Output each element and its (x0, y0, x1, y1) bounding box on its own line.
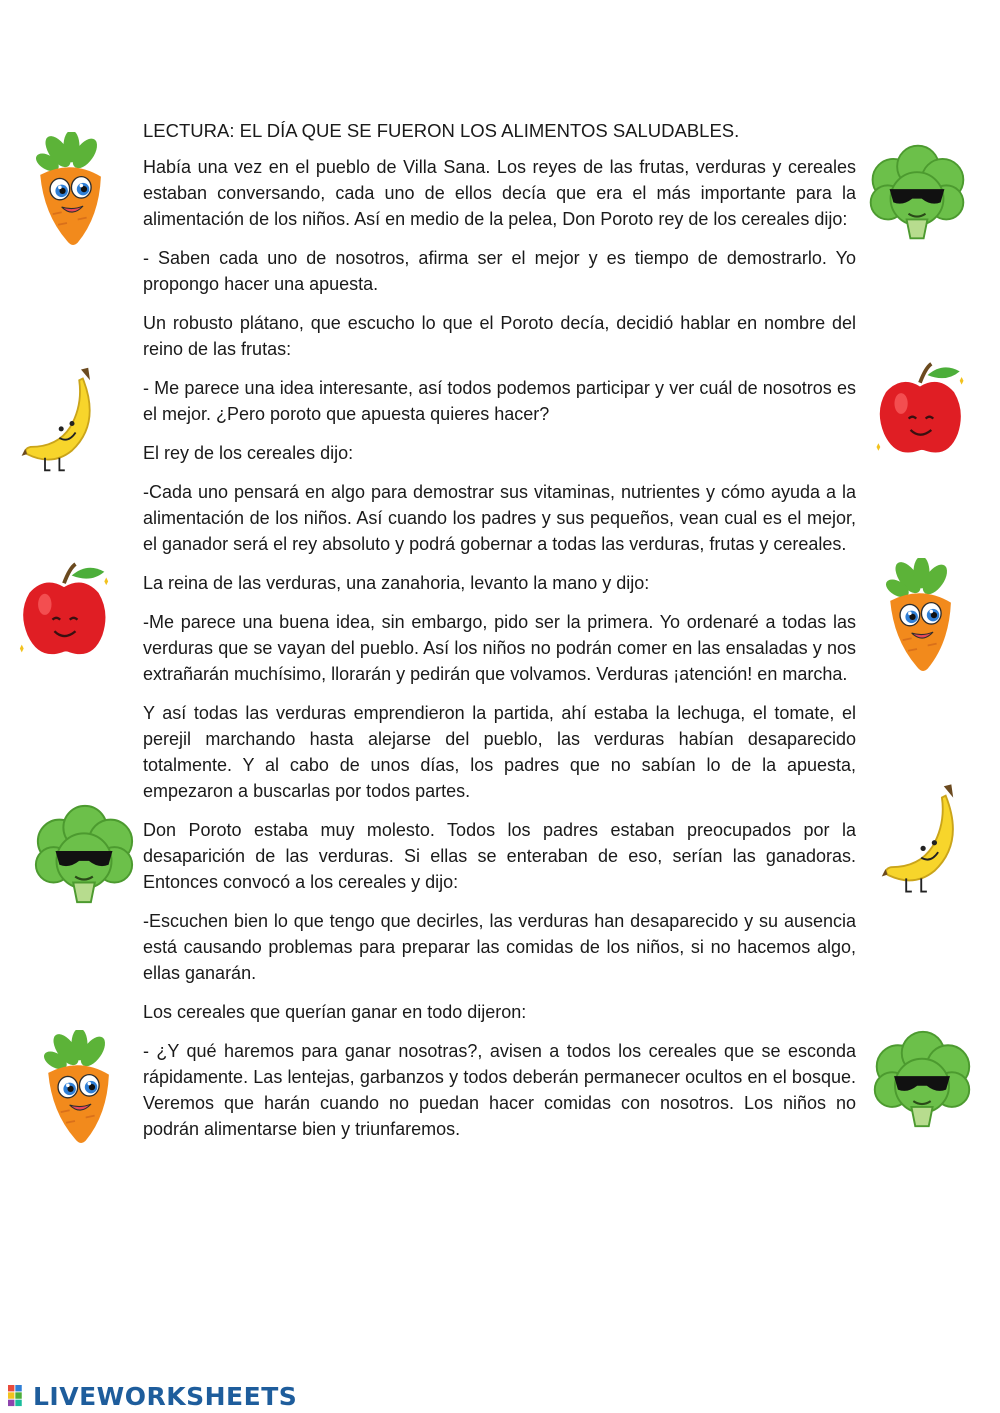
paragraph: La reina de las verduras, una zanahoria, levanto la mano y dijo: (143, 573, 650, 593)
paragraph: Los cereales que querían ganar en todo dijeron: (143, 1002, 527, 1022)
paragraph: -Me parece una buena idea, sin embargo, pido ser la primera. Yo ordenaré a todas las verduras que se vayan del pueblo. Así los niños no podrán comer en las ensaladas y nos extrañarán muchísimo, llorarán y pedirán que volvamos. Verduras ¡atención! en marcha. (143, 612, 856, 684)
banana-icon (18, 358, 108, 480)
paragraph: Un robusto plátano, que escucho lo que el Poroto decía, decidió hablar en nombre del reino de las frutas: (143, 313, 856, 359)
lettuce-icon (30, 800, 138, 908)
paragraph: -Escuchen bien lo que tengo que decirles, las verduras han desaparecido y su ausencia está causando problemas para preparar las comidas de los niños, si no hacemos algo, ellas ganarán. (143, 911, 856, 983)
carrot-icon (30, 1030, 120, 1146)
brand-name: LIVEWORKSHEETS (33, 1381, 298, 1411)
footer-brand[interactable] (8, 1381, 297, 1411)
paragraph: El rey de los cereales dijo: (143, 443, 354, 463)
apple-icon (16, 560, 112, 666)
paragraph: - ¿Y qué haremos para ganar nosotras?, avisen a todos los cereales que se esconda rápidamente. Las lentejas, garbanzos y todos deberán permanecer ocultos en el bosque. Veremos que harán cuando no puedan hacer comidas con nosotros. Los niños no podrán alimentarse bien y triunfaremos. (143, 1041, 856, 1139)
reading-body (143, 118, 856, 1155)
paragraph: Don Poroto estaba muy molesto. Todos los padres estaban preocupados por la desaparición de las verduras. Si ellas se enteraban de eso, serían las ganadoras. Entonces convocó a los cereales y dijo: (143, 820, 856, 892)
carrot-icon (872, 558, 962, 674)
lettuce-icon (862, 140, 972, 244)
banana-icon (878, 776, 972, 900)
logo-icon (8, 1384, 30, 1408)
carrot-icon (22, 132, 112, 248)
paragraph: -Cada uno pensará en algo para demostrar sus vitaminas, nutrientes y cómo ayuda a la alimentación de los niños. Así cuando los padres y sus pequeños, vean cual es el mejor, el ganador será el rey absoluto y podrá gobernar a todas las verduras, frutas y cereales. (143, 482, 856, 554)
page-title: LECTURA: EL DÍA QUE SE FUERON LOS ALIMENTOS SALUDABLES. (143, 120, 740, 141)
lettuce-icon (868, 1026, 976, 1132)
paragraph: - Saben cada uno de nosotros, afirma ser el mejor y es tiempo de demostrarlo. Yo propongo hacer una apuesta. (143, 248, 856, 294)
paragraph: - Me parece una idea interesante, así todos podemos participar y ver cuál de nosotros es el mejor. ¿Pero poroto que apuesta quieres hacer? (143, 378, 856, 424)
paragraph: Y así todas las verduras emprendieron la partida, ahí estaba la lechuga, el tomate, el perejil marchando hasta alejarse del pueblo, las verduras habían desaparecido totalmente. Y al cabo de unos días, los padres que no sabían lo de la apuesta, empezaron a buscarlas por todos partes. (143, 703, 856, 801)
paragraph: Había una vez en el pueblo de Villa Sana. Los reyes de las frutas, verduras y cereales estaban conversando, cada uno de ellos decía que era el más importante para la alimentación de los niños. Así en medio de la pelea, Don Poroto rey de los cereales dijo: (143, 157, 856, 229)
apple-icon (868, 360, 972, 464)
